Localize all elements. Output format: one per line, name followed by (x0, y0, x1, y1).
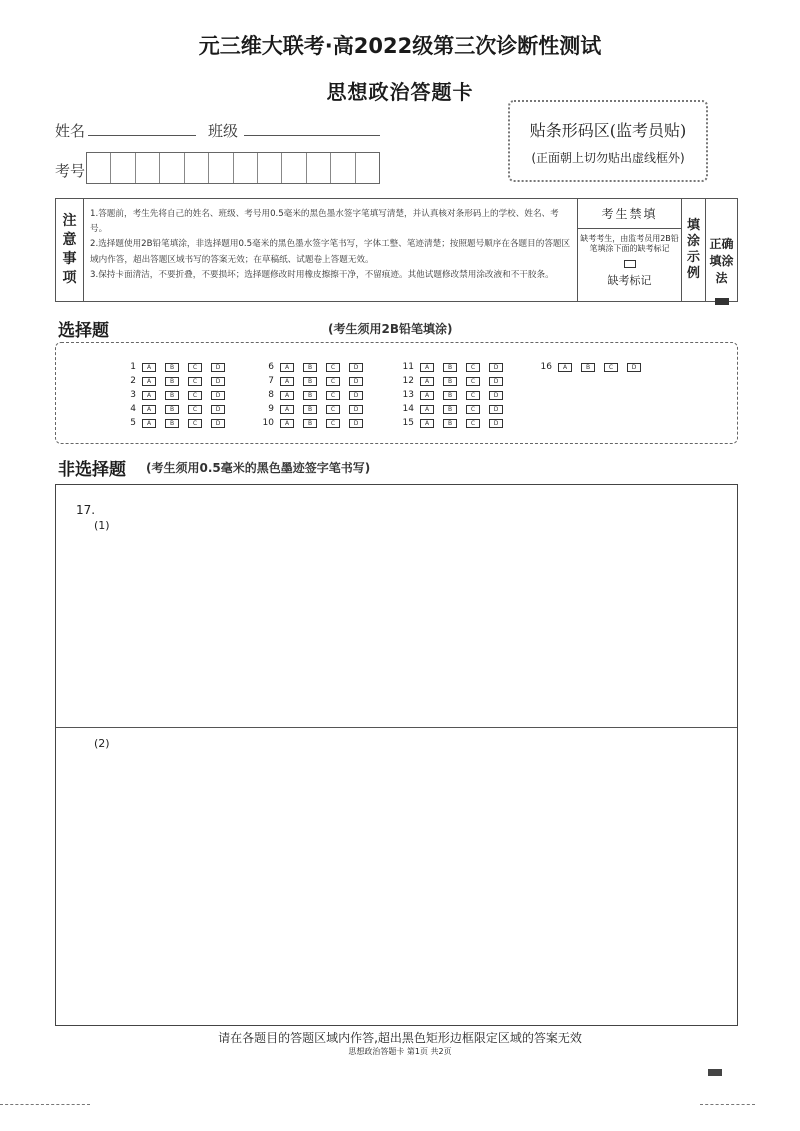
choice-option-bubble[interactable]: D (489, 405, 503, 414)
choice-question-row (532, 361, 650, 373)
part2-label: (2) (94, 737, 110, 750)
choice-question-row (254, 403, 372, 415)
choice-option-bubble[interactable]: A (142, 419, 156, 428)
choice-option-bubble[interactable]: D (489, 419, 503, 428)
choice-option-bubble[interactable]: A (142, 377, 156, 386)
choice-option-bubble[interactable]: C (188, 377, 202, 386)
exam-number-cell[interactable] (111, 153, 135, 183)
notes-heading-char: 项 (62, 270, 77, 286)
choice-option-bubble[interactable]: C (466, 391, 480, 400)
choice-option-bubble[interactable]: C (188, 405, 202, 414)
choice-option-bubble[interactable]: D (627, 363, 641, 372)
fill-heading-char: 涂 (686, 234, 700, 249)
choice-option-bubble[interactable]: D (349, 419, 363, 428)
choice-question-row (254, 361, 372, 373)
choice-option-bubble[interactable]: B (303, 391, 317, 400)
choice-question-row (394, 375, 512, 387)
choice-option-bubble[interactable]: B (303, 363, 317, 372)
choice-option-bubble[interactable]: B (165, 377, 179, 386)
choice-question-row (394, 403, 512, 415)
choice-question-row (116, 389, 234, 401)
open-answer-area[interactable] (55, 484, 738, 1026)
footer-page-number: 思想政治答题卡 第1页 共2页 (348, 1047, 452, 1056)
fill-heading-char: 示 (686, 250, 700, 265)
choice-question-number: 3 (130, 390, 136, 400)
exam-number-cell[interactable] (185, 153, 209, 183)
choice-option-bubble[interactable]: D (489, 363, 503, 372)
choice-option-bubble[interactable]: A (280, 377, 294, 386)
absent-mark-label: 缺考标记 (607, 274, 652, 287)
choice-option-bubble[interactable]: A (280, 363, 294, 372)
choice-option-bubble[interactable]: B (303, 405, 317, 414)
choice-option-bubble[interactable]: D (489, 391, 503, 400)
choice-question-number: 6 (268, 362, 274, 372)
choice-question-number: 8 (268, 390, 274, 400)
choice-option-bubble[interactable]: A (420, 405, 434, 414)
part1-label: (1) (94, 519, 110, 532)
choice-question-number: 4 (130, 404, 136, 414)
choice-option-bubble[interactable]: D (349, 363, 363, 372)
choice-option-bubble[interactable]: B (581, 363, 595, 372)
choice-option-bubble[interactable]: D (211, 363, 225, 372)
answer-divider (56, 727, 737, 728)
choice-option-bubble[interactable]: C (188, 363, 202, 372)
name-label: 姓名 (55, 122, 86, 140)
choice-option-bubble[interactable]: A (280, 391, 294, 400)
page-subtitle: 思想政治答题卡 (326, 80, 474, 104)
choice-option-bubble[interactable]: B (165, 405, 179, 414)
fill-heading-char: 填 (686, 218, 700, 233)
choice-option-bubble[interactable]: A (280, 405, 294, 414)
cut-line (0, 1104, 90, 1105)
notes-heading-char: 意 (62, 232, 77, 248)
choice-option-bubble[interactable]: B (165, 363, 179, 372)
choice-question-number: 10 (262, 418, 274, 428)
choice-question-number: 1 (130, 362, 136, 372)
fill-example (706, 199, 737, 301)
choice-question-number: 11 (402, 362, 414, 372)
choice-section-note: (考生须用2B铅笔填涂) (328, 322, 453, 336)
choice-section-title: 选择题 (58, 321, 109, 341)
choice-option-bubble[interactable]: A (420, 419, 434, 428)
choice-option-bubble[interactable]: C (466, 419, 480, 428)
name-field[interactable] (88, 135, 196, 136)
notes-item: 2.选择题使用2B铅笔填涂，非选择题用0.5毫米的黑色墨水签字笔书写，字体工整、笔迹清楚；按照题号顺序在各题目的答题区域内作答，超出答题区域书写的答案无效；在草稿纸、试题卷上答题无效。 (90, 239, 571, 265)
choice-option-bubble[interactable]: C (326, 419, 340, 428)
exam-number-cell[interactable] (234, 153, 258, 183)
notes-box (55, 198, 738, 302)
choice-option-bubble[interactable]: A (142, 405, 156, 414)
choice-option-bubble[interactable]: C (466, 363, 480, 372)
choice-option-bubble[interactable]: D (211, 377, 225, 386)
cut-line (700, 1104, 755, 1105)
exam-number-cell[interactable] (209, 153, 233, 183)
notes-heading (56, 199, 84, 301)
choice-question-row (116, 361, 234, 373)
exam-number-cell[interactable] (331, 153, 355, 183)
choice-option-bubble[interactable]: A (420, 363, 434, 372)
choice-option-bubble[interactable]: C (326, 391, 340, 400)
exam-number-cell[interactable] (356, 153, 379, 183)
notes-item: 3.保持卡面清洁，不要折叠，不要损坏；选择题修改时用橡皮擦擦干净，不留痕迹。其他试题修改禁用涂改液和不干胶条。 (90, 269, 554, 280)
choice-option-bubble[interactable]: D (211, 391, 225, 400)
choice-question-number: 9 (268, 404, 274, 414)
absent-checkbox[interactable] (624, 260, 636, 268)
choice-option-bubble[interactable]: A (558, 363, 572, 372)
choice-question-row (394, 389, 512, 401)
choice-question-number: 15 (402, 418, 414, 428)
notes-heading-char: 事 (62, 251, 77, 267)
choice-question-number: 12 (402, 376, 414, 386)
exam-number-cell[interactable] (307, 153, 331, 183)
exam-number-grid[interactable] (86, 152, 380, 184)
choice-question-row (394, 361, 512, 373)
choice-option-bubble[interactable]: C (466, 377, 480, 386)
barcode-note: (正面朝上切勿贴出虚线框外) (531, 151, 685, 165)
choice-option-bubble[interactable]: A (420, 377, 434, 386)
choice-option-bubble[interactable]: B (303, 419, 317, 428)
choice-option-bubble[interactable]: B (443, 363, 457, 372)
class-label: 班级 (208, 122, 239, 140)
page-title: 元三维大联考·高2022级第三次诊断性测试 (198, 34, 602, 58)
notes-item: 1.答题前，考生先将自己的姓名、班级、考号用0.5毫米的黑色墨水签字笔填写清楚，并认真核对条形码上的学校、姓名、考号。 (90, 209, 559, 235)
alignment-mark-icon (708, 1069, 722, 1076)
choice-option-bubble[interactable]: D (211, 419, 225, 428)
choice-option-bubble[interactable]: B (443, 391, 457, 400)
footer-warning: 请在各题目的答题区域内作答,超出黑色矩形边框限定区域的答案无效 (218, 1031, 582, 1045)
fill-example-label: 正确填涂法 (709, 237, 734, 285)
open-section-title: 非选择题 (58, 460, 126, 480)
choice-question-number: 5 (130, 418, 136, 428)
choice-option-bubble[interactable]: B (443, 405, 457, 414)
choice-option-bubble[interactable]: B (165, 419, 179, 428)
exam-number-cell[interactable] (87, 153, 111, 183)
choice-option-bubble[interactable]: B (443, 377, 457, 386)
choice-question-number: 13 (402, 390, 414, 400)
open-section-note: (考生须用0.5毫米的黑色墨迹签字笔书写) (146, 461, 371, 475)
exam-number-cell[interactable] (160, 153, 184, 183)
exam-number-cell[interactable] (136, 153, 160, 183)
class-field[interactable] (244, 135, 380, 136)
choice-question-number: 16 (540, 362, 552, 372)
choice-option-bubble[interactable]: C (326, 363, 340, 372)
exam-number-cell[interactable] (282, 153, 306, 183)
choice-question-row (116, 417, 234, 429)
choice-option-bubble[interactable]: A (142, 363, 156, 372)
forbid-section (578, 199, 682, 301)
exam-number-label: 考号 (55, 162, 86, 180)
choice-option-bubble[interactable]: D (211, 405, 225, 414)
choice-option-bubble[interactable]: C (188, 419, 202, 428)
choice-option-bubble[interactable]: D (349, 377, 363, 386)
question-number: 17. (76, 503, 96, 517)
choice-option-bubble[interactable]: D (349, 405, 363, 414)
fill-heading (682, 199, 706, 301)
choice-option-bubble[interactable]: C (466, 405, 480, 414)
choice-option-bubble[interactable]: C (326, 405, 340, 414)
fill-heading-char: 例 (686, 266, 700, 281)
choice-question-row (254, 417, 372, 429)
choice-question-number: 7 (268, 376, 274, 386)
choice-option-bubble[interactable]: D (349, 391, 363, 400)
choice-option-bubble[interactable]: D (489, 377, 503, 386)
choice-question-row (116, 375, 234, 387)
choice-question-row (116, 403, 234, 415)
choice-option-bubble[interactable]: C (188, 391, 202, 400)
choice-option-bubble[interactable]: A (142, 391, 156, 400)
barcode-area (508, 100, 708, 182)
choice-question-row (254, 389, 372, 401)
choice-option-bubble[interactable]: C (326, 377, 340, 386)
choice-question-number: 14 (402, 404, 414, 414)
choice-answer-area (55, 342, 738, 444)
choice-option-bubble[interactable]: B (165, 391, 179, 400)
choice-option-bubble[interactable]: A (280, 419, 294, 428)
forbid-note: 缺考考生，由监考员用2B铅笔填涂下面的缺考标记 (580, 234, 679, 253)
choice-question-row (254, 375, 372, 387)
notes-heading-char: 注 (62, 213, 77, 229)
filled-bubble-icon (715, 298, 729, 305)
choice-question-row (394, 417, 512, 429)
exam-number-cell[interactable] (258, 153, 282, 183)
choice-option-bubble[interactable]: B (303, 377, 317, 386)
forbid-title: 考生禁填 (601, 207, 658, 221)
choice-option-bubble[interactable]: A (420, 391, 434, 400)
choice-option-bubble[interactable]: B (443, 419, 457, 428)
choice-option-bubble[interactable]: C (604, 363, 618, 372)
barcode-title: 贴条形码区(监考员贴) (529, 121, 687, 140)
notes-body (84, 199, 578, 301)
choice-question-number: 2 (130, 376, 136, 386)
